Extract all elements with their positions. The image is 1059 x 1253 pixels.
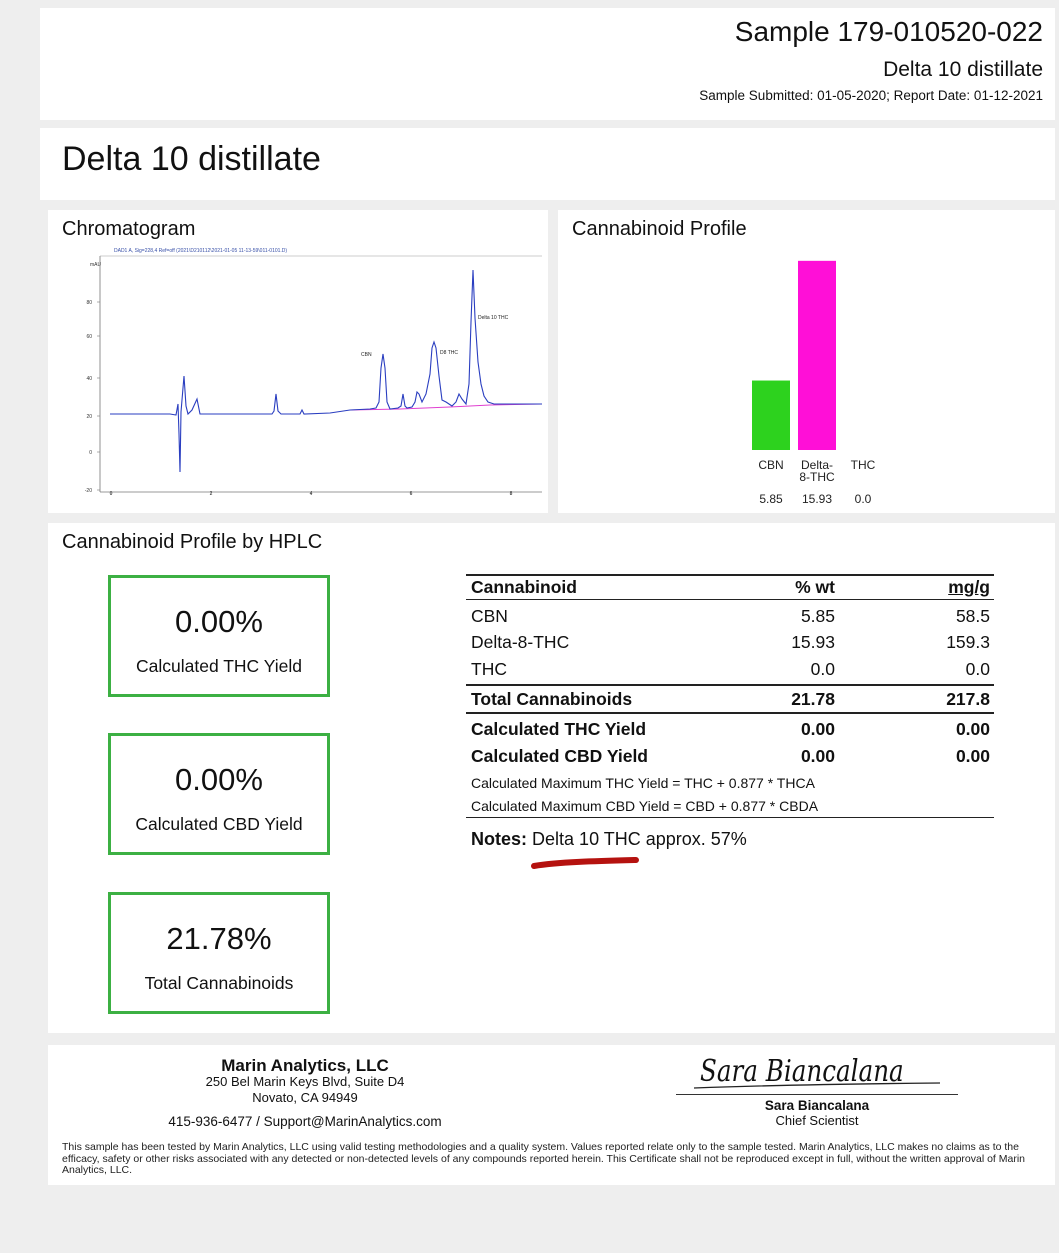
- formula-thc: Calculated Maximum THC Yield = THC + 0.877 * THCA: [471, 775, 815, 791]
- thc-yield-label: Calculated THC Yield: [135, 656, 302, 676]
- cbd-yield-box: [108, 733, 330, 855]
- chromatogram-plot: [70, 244, 544, 496]
- chromatogram-title: Chromatogram: [62, 218, 196, 240]
- chromatogram-y-unit: mAU: [90, 262, 102, 268]
- notes-underline-mark: [528, 852, 644, 874]
- y-tick-label: -20: [84, 488, 92, 494]
- table-row-mg: 159.3: [946, 632, 990, 652]
- header-cannabinoid: Cannabinoid: [471, 577, 577, 597]
- table-row-name: THC: [471, 659, 507, 679]
- total-cannabinoids-value: 21.78%: [166, 921, 272, 956]
- notes: [471, 829, 747, 850]
- table-row-mg: 0.0: [965, 659, 990, 679]
- table-row-pct: 5.85: [800, 606, 835, 626]
- sample-name: Delta 10 distillate: [883, 58, 1043, 81]
- cbd-yield-value: 0.00%: [175, 762, 263, 797]
- cbn-peak-label: CBN: [361, 352, 372, 358]
- table-row-mg: 58.5: [955, 606, 990, 626]
- formula-cbd: Calculated Maximum CBD Yield = CBD + 0.877 * CBDA: [471, 798, 819, 814]
- notes-label: Notes:: [471, 829, 528, 849]
- header-mg-g: mg/g: [948, 577, 990, 597]
- total-cannabinoids-box: [108, 892, 330, 1014]
- y-tick-label: 0: [89, 450, 92, 456]
- signer-title: Chief Scientist: [775, 1113, 859, 1128]
- cbd-yield-row-name: Calculated CBD Yield: [471, 746, 648, 766]
- notes-text: Delta 10 THC approx. 57%: [532, 829, 747, 849]
- value-label: 15.93: [801, 492, 833, 506]
- category-label: Delta-: [800, 458, 834, 472]
- disclaimer: This sample has been tested by Marin Analytics, LLC using valid testing methodologies and a quality system. Values reported relate only to the sample tested. Marin Analytics, LLC makes no claims as to the efficacy, safety or other risks associated with any detected or non-detected levels of any compounds reported herein. This Certificate shall not be reproduced except in full, without the written approval of Marin Analytics, LLC.: [62, 1141, 1026, 1176]
- sample-id: Sample 179-010520-022: [734, 16, 1043, 47]
- table-row-pct: 15.93: [791, 632, 835, 652]
- y-tick-label: 80: [86, 300, 92, 306]
- hplc-title: Cannabinoid Profile by HPLC: [62, 531, 323, 553]
- total-cannabinoids-label: Total Cannabinoids: [144, 973, 294, 993]
- table-row-pct: 0.0: [810, 659, 835, 679]
- thc-yield-row-mg: 0.00: [955, 719, 990, 739]
- value-label: 5.85: [759, 492, 783, 506]
- signature: Sara Biancalana: [700, 1054, 904, 1089]
- company-name: Marin Analytics, LLC: [221, 1056, 389, 1075]
- cbd-yield-label: Calculated CBD Yield: [135, 814, 303, 834]
- chromatogram-header: DAD1 A, Sig=228,4 Ref=off (2021\D210112\2021-01-05 11-13-59\011-0101.D): [114, 248, 288, 254]
- y-tick-label: 20: [86, 414, 92, 420]
- x-tick-label: 2: [209, 491, 213, 496]
- thc-yield-row-pct: 0.00: [800, 719, 835, 739]
- total-mg: 217.8: [946, 689, 990, 709]
- bar-delta-8-thc: [798, 261, 836, 450]
- table-bottom-rule: [466, 817, 994, 818]
- table-row-name: CBN: [471, 606, 508, 626]
- d8-peak-label: D8 THC: [440, 350, 458, 356]
- company-address-1: 250 Bel Marin Keys Blvd, Suite D4: [205, 1074, 405, 1089]
- x-tick-label: 4: [309, 491, 313, 496]
- y-tick-label: 40: [86, 376, 92, 382]
- bar-cbn: [752, 381, 790, 450]
- x-tick-label: 8: [509, 491, 513, 496]
- value-label: 0.0: [854, 492, 872, 506]
- category-label: CBN: [758, 458, 784, 472]
- y-tick-label: 60: [86, 334, 92, 340]
- table-total-bottom-rule: [466, 712, 994, 714]
- table-top-rule: [466, 574, 994, 576]
- signer-name: Sara Biancalana: [764, 1098, 870, 1113]
- signature-stroke: [690, 1080, 950, 1094]
- page-title: Delta 10 distillate: [62, 140, 321, 178]
- total-pct: 21.78: [791, 689, 835, 709]
- total-name: Total Cannabinoids: [471, 689, 633, 709]
- category-label: THC: [850, 458, 876, 472]
- d10-peak-label: Delta 10 THC: [478, 315, 509, 321]
- profile-chart-title: Cannabinoid Profile: [572, 218, 747, 240]
- header-pct-wt: % wt: [795, 577, 835, 597]
- x-tick-label: 0: [109, 491, 113, 496]
- category-label: 8-THC: [799, 470, 835, 484]
- table-row-name: Delta-8-THC: [471, 632, 570, 652]
- company-address-2: Novato, CA 94949: [252, 1090, 358, 1105]
- profile-chart: [736, 250, 906, 512]
- company-contact: 415-936-6477 / Support@MarinAnalytics.com: [168, 1114, 442, 1129]
- signature-rule: [676, 1094, 958, 1095]
- thc-yield-value: 0.00%: [175, 604, 263, 639]
- thc-yield-box: [108, 575, 330, 697]
- sample-dates: Sample Submitted: 01-05-2020; Report Date: 01-12-2021: [699, 88, 1043, 103]
- table-header-rule: [466, 599, 994, 600]
- x-tick-label: 6: [409, 491, 413, 496]
- table-total-rule: [466, 684, 994, 686]
- cbd-yield-row-mg: 0.00: [955, 746, 990, 766]
- thc-yield-row-name: Calculated THC Yield: [471, 719, 647, 739]
- cbd-yield-row-pct: 0.00: [800, 746, 835, 766]
